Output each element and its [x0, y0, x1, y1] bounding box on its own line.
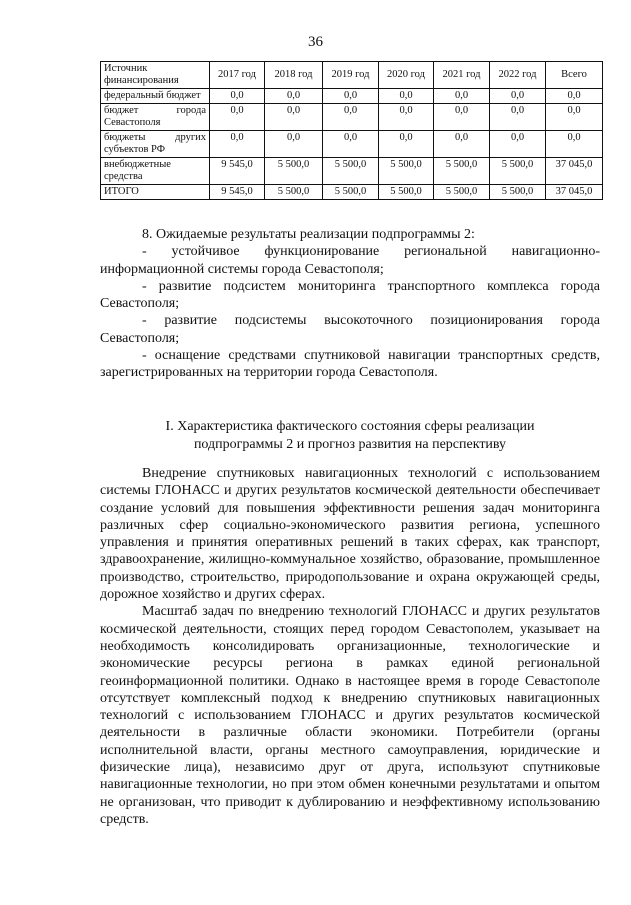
body-text — [100, 465, 600, 828]
section-heading-line: подпрограммы 2 и прогноз развития на перспективу — [193, 437, 507, 452]
table-cell: 5 500,0 — [434, 158, 490, 185]
row-label: федеральный бюджет — [101, 89, 210, 104]
section-heading-line: I. Характеристика фактического состояния сферы реализации — [165, 419, 535, 434]
table-header-cell: Источник финансирования — [101, 62, 210, 89]
table-cell: 0,0 — [379, 131, 434, 158]
paragraph: Масштаб задач по внедрению технологий ГЛОНАСС и других результатов космической деятельности, стоящих перед городом Севастополем, указывает на необходимость консолидировать организационные, технологические и экономические ресурсы региона в рамках единой региональной геоинформационной политики. Однако в настоящее время в городе Севастополе отсутствует комплексный подход к внедрению спутниковых навигационных технологий с использованием ГЛОНАСС и других результатов космической деятельности в различные области экономики. Потребители (органы исполнительной власти, органы местного самоуправления, юридические и физические лица), независимо друг от друга, используют спутниковые навигационные технологии, но при этом обмен конечными результатами и опытом не организован, что приводит к дублированию и неэффективному использованию средств. — [100, 604, 600, 827]
table-cell: 5 500,0 — [490, 185, 546, 200]
table-header-cell: 2017 год — [210, 62, 265, 89]
table-cell: 0,0 — [265, 89, 323, 104]
page-number: 36 — [308, 34, 323, 50]
table-cell: 5 500,0 — [434, 185, 490, 200]
financing-table — [100, 61, 603, 200]
table-cell: 5 500,0 — [323, 158, 379, 185]
table-cell: 5 500,0 — [490, 158, 546, 185]
table-cell: 37 045,0 — [546, 185, 603, 200]
table-cell: 0,0 — [379, 89, 434, 104]
table-row — [101, 158, 603, 185]
table-cell: 0,0 — [490, 89, 546, 104]
table-cell: 0,0 — [323, 89, 379, 104]
table-row — [101, 131, 603, 158]
table-cell: 0,0 — [323, 131, 379, 158]
table-cell: 0,0 — [546, 131, 603, 158]
table-header-row — [101, 62, 603, 89]
table-cell: 5 500,0 — [265, 185, 323, 200]
table-cell: 5 500,0 — [379, 158, 434, 185]
table-cell: 5 500,0 — [379, 185, 434, 200]
table-cell: 0,0 — [434, 89, 490, 104]
section-8-title: 8. Ожидаемые результаты реализации подпрограммы 2: — [142, 227, 475, 242]
section-heading — [100, 418, 600, 454]
table-cell: 0,0 — [490, 131, 546, 158]
expected-result-item: - развитие подсистемы высокоточного позиционирования города Севастополя; — [100, 313, 600, 346]
table-row — [101, 104, 603, 131]
paragraph: Внедрение спутниковых навигационных технологий с использованием системы ГЛОНАСС и других результатов космической деятельности обеспечивает создание условий для повышения эффективности решения задач мониторинга различных сфер социально-экономического развития региона, успешного управления и принятия оперативных решений в таких сферах, как транспорт, здравоохранение, жилищно-коммунальное хозяйство, образование, промышленное производство, строительство, природопользование и охрана окружающей среды, дорожное хозяйство и других сферах. — [100, 466, 600, 603]
expected-result-item: - устойчивое функционирование региональной навигационно-информационной системы города Севастополя; — [100, 244, 600, 277]
table-cell: 0,0 — [265, 131, 323, 158]
table-cell: 0,0 — [210, 104, 265, 131]
table-cell: 0,0 — [434, 104, 490, 131]
expected-result-item: - развитие подсистем мониторинга транспортного комплекса города Севастополя; — [100, 278, 600, 312]
table-cell: 0,0 — [546, 89, 603, 104]
table-cell: 0,0 — [323, 104, 379, 131]
table-header-cell: 2021 год — [434, 62, 490, 89]
row-label: бюджет города Севастополя — [101, 104, 210, 131]
table-cell: 37 045,0 — [546, 158, 603, 185]
table-cell: 5 500,0 — [323, 185, 379, 200]
table-cell: 5 500,0 — [265, 158, 323, 185]
table-cell: 9 545,0 — [210, 185, 265, 200]
row-label: внебюджетные средства — [101, 158, 210, 185]
row-label: ИТОГО — [101, 185, 210, 200]
expected-result-item: - оснащение средствами спутниковой навигации транспортных средств, зарегистрированных на территории города Севастополя. — [100, 348, 600, 381]
table-cell: 0,0 — [210, 131, 265, 158]
row-label: бюджеты других субъектов РФ — [101, 131, 210, 158]
table-row — [101, 89, 603, 104]
table-row-total — [101, 185, 603, 200]
table-header-cell: 2020 год — [379, 62, 434, 89]
table-cell: 0,0 — [210, 89, 265, 104]
table-cell: 0,0 — [546, 104, 603, 131]
table-header-cell: Всего — [546, 62, 603, 89]
table-header-cell: 2018 год — [265, 62, 323, 89]
table-cell: 0,0 — [265, 104, 323, 131]
table-cell: 0,0 — [434, 131, 490, 158]
table-cell: 9 545,0 — [210, 158, 265, 185]
table-header-cell: 2019 год — [323, 62, 379, 89]
table-header-cell: 2022 год — [490, 62, 546, 89]
table-cell: 0,0 — [490, 104, 546, 131]
section-8 — [100, 226, 600, 382]
table-cell: 0,0 — [379, 104, 434, 131]
